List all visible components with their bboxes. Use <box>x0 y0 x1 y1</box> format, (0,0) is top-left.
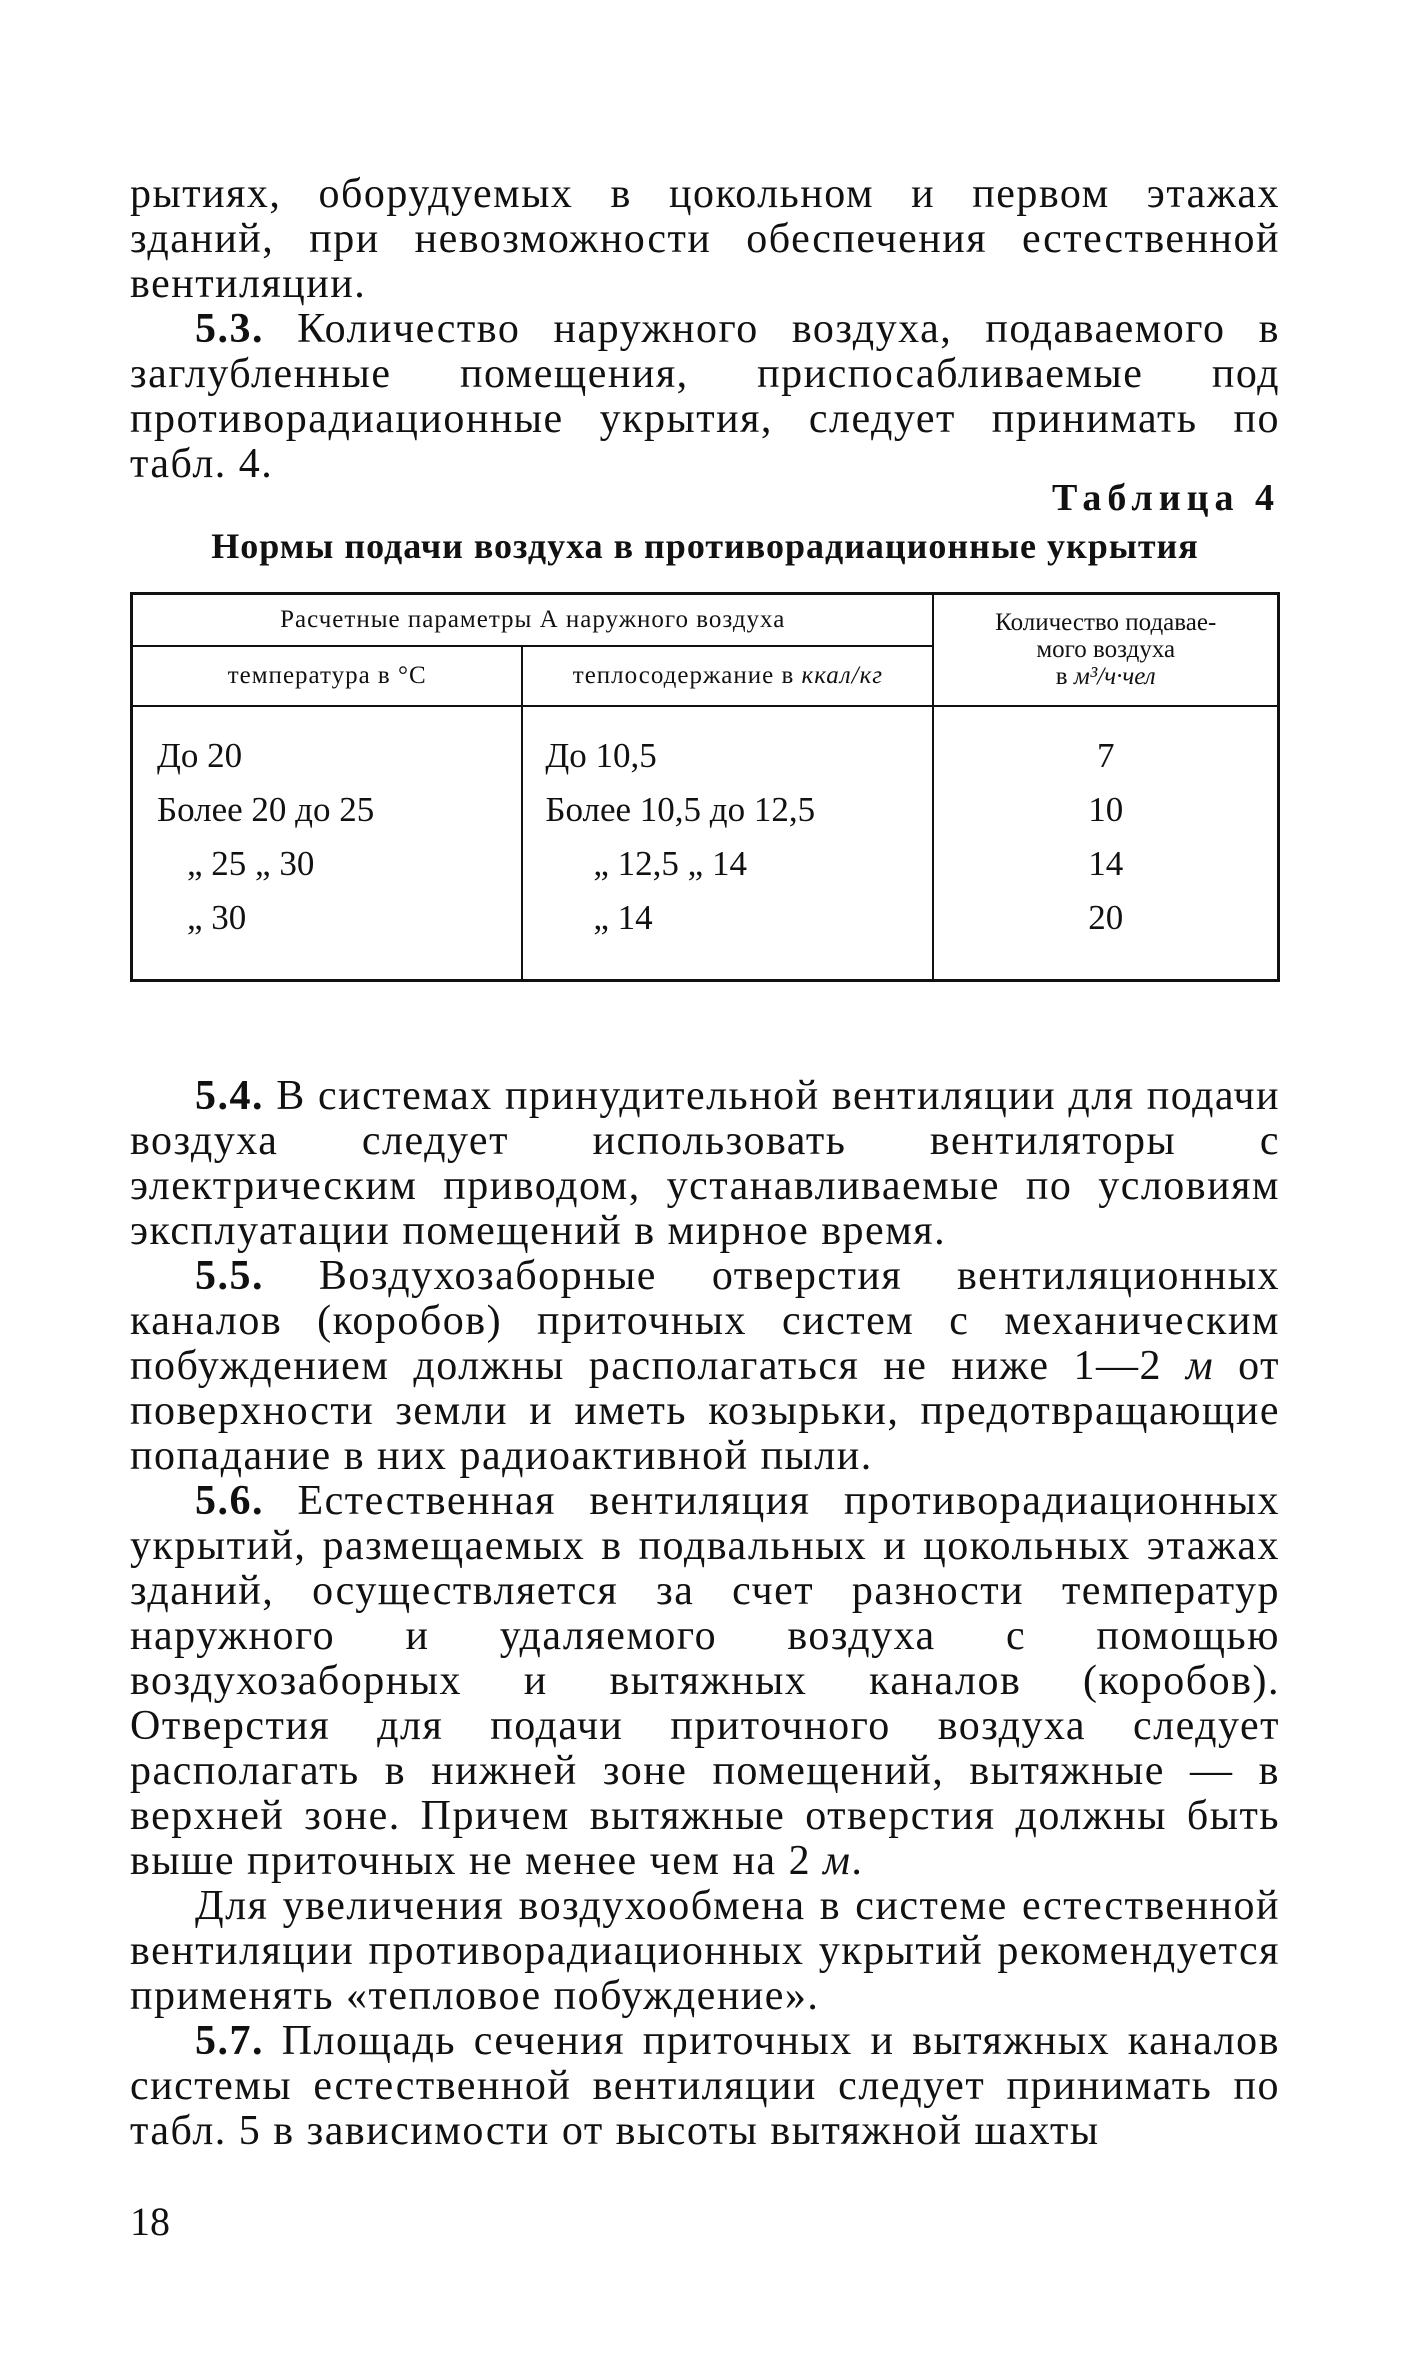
paragraph-5-3 <box>130 307 1280 487</box>
table-label: Таблица 4 <box>1051 477 1280 519</box>
heat-header-prefix: теплосодержание в <box>572 661 802 689</box>
qty-column <box>933 706 1278 981</box>
paragraph-5-6-continued: Для увеличения воздухообмена в системе естественной вентиляции противорадиационных укрытий рекомендуется применять «тепловое побуждение». <box>130 1883 1280 2019</box>
paragraph-5-5-text-b: от поверхности земли и иметь козырьки, предотвращающие попадание в них радиоактивной пыли. <box>130 1343 1280 1479</box>
qty-header-line-3 <box>934 663 1277 690</box>
intro-block <box>130 172 1280 487</box>
section-number-5-7: 5.7. <box>195 2018 264 2064</box>
section-number-5-6: 5.6. <box>195 1478 264 1524</box>
section-number-5-4: 5.4. <box>195 1073 264 1119</box>
paragraph-5-7-text: Площадь сечения приточных и вытяжных каналов системы естественной вентиляции следует принимать по табл. 5 в зависимости от высоты вытяжной шахты <box>130 2018 1280 2154</box>
paragraph-5-3-text: Количество наружного воздуха, подаваемого в заглубленные помещения, приспосабливаемые под противорадиационные укрытия, следует принимать по табл. 4. <box>130 306 1280 487</box>
temp-column <box>132 706 523 981</box>
qty-header-unit: м³/ч·чел <box>1073 663 1156 691</box>
heat-header-unit: ккал/кг <box>801 661 884 689</box>
paragraph-5-4 <box>130 1074 1280 1254</box>
heat-cell: „ 14 <box>593 897 653 937</box>
table-body-row <box>132 706 1279 981</box>
qty-header-unit-prefix: в <box>1055 663 1074 691</box>
qty-cell: 14 <box>1088 843 1124 883</box>
qty-cell: 10 <box>1088 789 1124 829</box>
paragraph-5-6-text-b: . <box>851 1838 864 1884</box>
paragraph-5-5-text-a: Воздухозаборные отверстия вентиляционных каналов (коробов) приточных систем с механическим побуждением должны располагаться не ниже 1—2 <box>130 1253 1280 1389</box>
temp-cell: До 20 <box>157 735 243 775</box>
group-header: Расчетные параметры А наружного воздуха <box>132 594 934 646</box>
qty-cell: 20 <box>1088 897 1124 937</box>
temp-cell: „ 30 <box>187 897 247 937</box>
heat-cell: Более 10,5 до 12,5 <box>545 789 816 829</box>
temp-cell: „ 25 „ 30 <box>187 843 315 883</box>
qty-cell: 7 <box>1096 735 1115 775</box>
temp-header: температура в °С <box>132 646 523 706</box>
paragraph-5-6 <box>130 1479 1280 1884</box>
unit-meter: м <box>823 1838 852 1884</box>
table-title: Нормы подачи воздуха в противорадиационные укрытия <box>211 526 1199 566</box>
qty-header <box>933 594 1278 706</box>
paragraph-5-5 <box>130 1254 1280 1479</box>
paragraph-5-4-text: В системах принудительной вентиляции для подачи воздуха следует использовать вентиляторы с электрическим приводом, устанавливаемые по условиям эксплуатации помещений в мирное время. <box>130 1073 1280 1254</box>
temp-cell: Более 20 до 25 <box>157 789 375 829</box>
section-number-5-3: 5.3. <box>195 306 264 352</box>
section-number-5-5: 5.5. <box>195 1253 264 1299</box>
air-norms-table <box>130 592 1280 982</box>
paragraph-intro: рытиях, оборудуемых в цокольном и первом этажах зданий, при невозможности обеспечения естественной вентиляции. <box>130 171 1280 307</box>
body-block <box>130 1074 1280 2154</box>
heat-column <box>522 706 933 981</box>
table-header-row-1 <box>132 594 1279 646</box>
heat-cell: До 10,5 <box>545 735 657 775</box>
heat-header <box>522 646 933 706</box>
qty-header-line-2: мого воздуха <box>1036 636 1176 664</box>
page-number: 18 <box>130 2199 170 2244</box>
paragraph-5-7 <box>130 2019 1280 2154</box>
qty-header-line-1: Количество подавае- <box>995 609 1217 637</box>
unit-meter: м <box>1185 1343 1215 1389</box>
paragraph-5-6-text-a: Естественная вентиляция противорадиационных укрытий, размещаемых в подвальных и цокольных этажах зданий, осуществляется за счет разности температур наружного и удаляемого воздуха с помощью воздухозаборных и вытяжных каналов (коробов). Отверстия для подачи приточного воздуха следует располагать в нижней зоне помещений, вытяжные — в верхней зоне. Причем вытяжные отверстия должны быть выше приточных не менее чем на 2 <box>130 1478 1280 1884</box>
heat-cell: „ 12,5 „ 14 <box>593 843 747 883</box>
